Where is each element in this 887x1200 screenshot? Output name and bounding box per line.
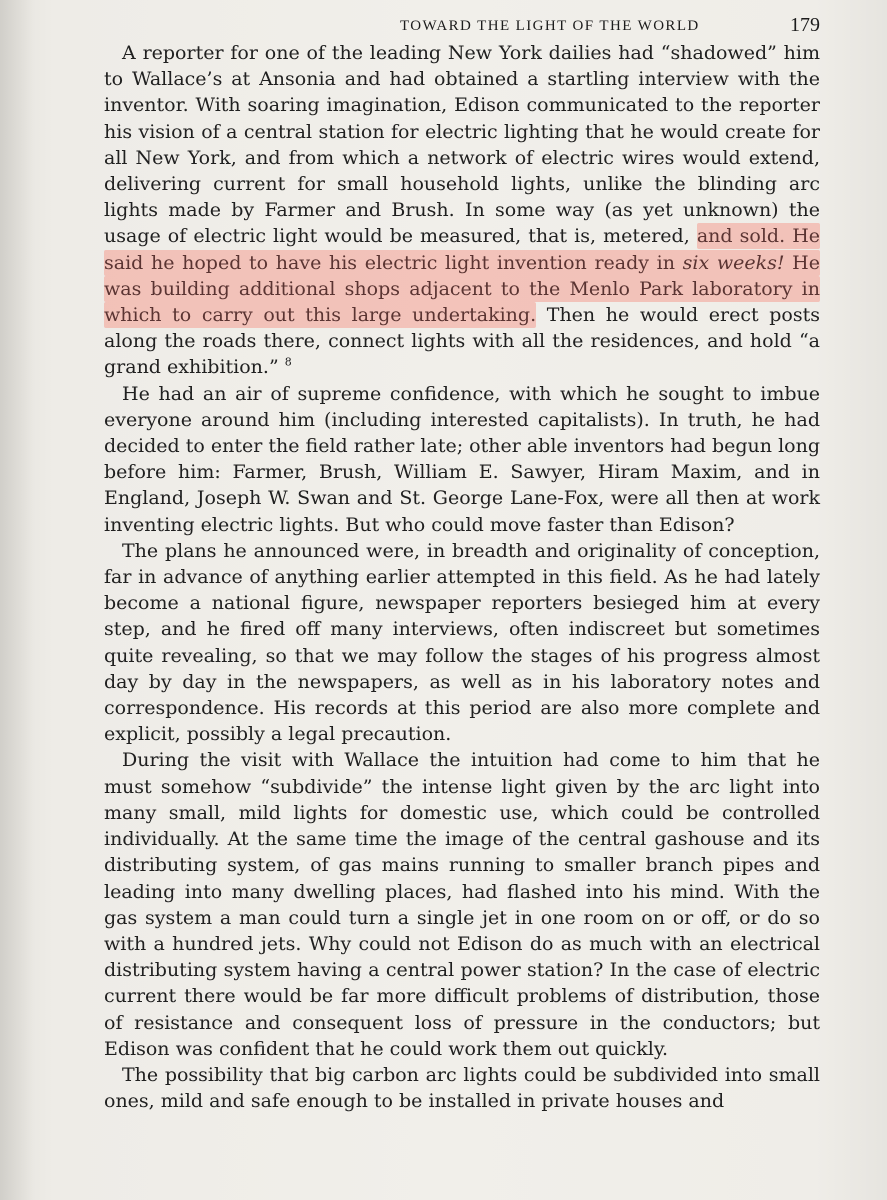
page-number: 179 [790, 14, 820, 36]
paragraph-1 [104, 40, 820, 381]
paragraph-1-text: A reporter for one of the leading New York dailies had “shadowed” him to Wallace’s at Ansonia and had obtained a startling interview with the inventor. With soaring imagination, Edison communicated to the reporter his vision of a central station for electric lighting that he would create for all New York, and from which a network of electric wires would extend, delivering current for small household lights, unlike the blinding arc lights made by Farmer and Brush. In some way (as yet unknown) the usage of electric light would be measured, that is, metered, [104, 42, 820, 248]
running-title: TOWARD THE LIGHT OF THE WORLD [400, 18, 700, 34]
paragraph-1-continuation: Then he would erect posts along the roads there, connect lights with all the residences, and hold “a grand exhibition.” [104, 304, 820, 379]
paragraph-5: The possibility that big carbon arc lights could be subdivided into small ones, mild and safe enough to be installed in private houses and [104, 1063, 820, 1113]
binding-shadow [0, 0, 34, 1200]
highlight-italic-text: six weeks! [682, 251, 785, 274]
highlight-end-text: He was building additional shops adjacent to the Menlo Park laboratory in which to carry out this large undertaking. [104, 251, 820, 327]
footnote-marker: 8 [284, 356, 292, 370]
body-text [104, 40, 820, 1114]
running-header [400, 14, 820, 40]
highlight-start-text: and sold. He said he hoped to have his electric light invention ready in [104, 225, 821, 274]
paragraph-3: The plans he announced were, in breadth and originality of conception, far in advance of anything earlier attempted in this field. As he had lately become a national figure, newspaper reporters besieged him at every step, and he fired off many interviews, often indiscreet but sometimes quite revealing, so that we may follow the stages of his progress almost day by day in the newspapers, as well as in his laboratory notes and correspondence. His records at this period are also more complete and explicit, possibly a legal precaution. [104, 539, 820, 746]
paragraph-4: During the visit with Wallace the intuition had come to him that he must somehow “subdivide” the intense light given by the arc light into many small, mild lights for domestic use, which could be controlled individually. At the same time the image of the central gashouse and its distributing system, of gas mains running to smaller branch pipes and leading into many dwelling places, had flashed into his mind. With the gas system a man could turn a single jet in one room on or off, or do so with a hundred jets. Why could not Edison do as much with an electrical distributing system having a central power station? In the case of electric current there would be far more difficult problems of distribution, those of resistance and consequent loss of pressure in the conductors; but Edison was confident that he could work them out quickly. [104, 749, 820, 1060]
paragraph-2: He had an air of supreme confidence, with which he sought to imbue everyone around him (including interested capitalists). In truth, he had decided to enter the field rather late; other able inventors had begun long before him: Farmer, Brush, William E. Sawyer, Hiram Maxim, and in England, Joseph W. Swan and St. George Lane-Fox, were all then at work inventing electric lights. But who could move faster than Edison? [104, 382, 820, 536]
